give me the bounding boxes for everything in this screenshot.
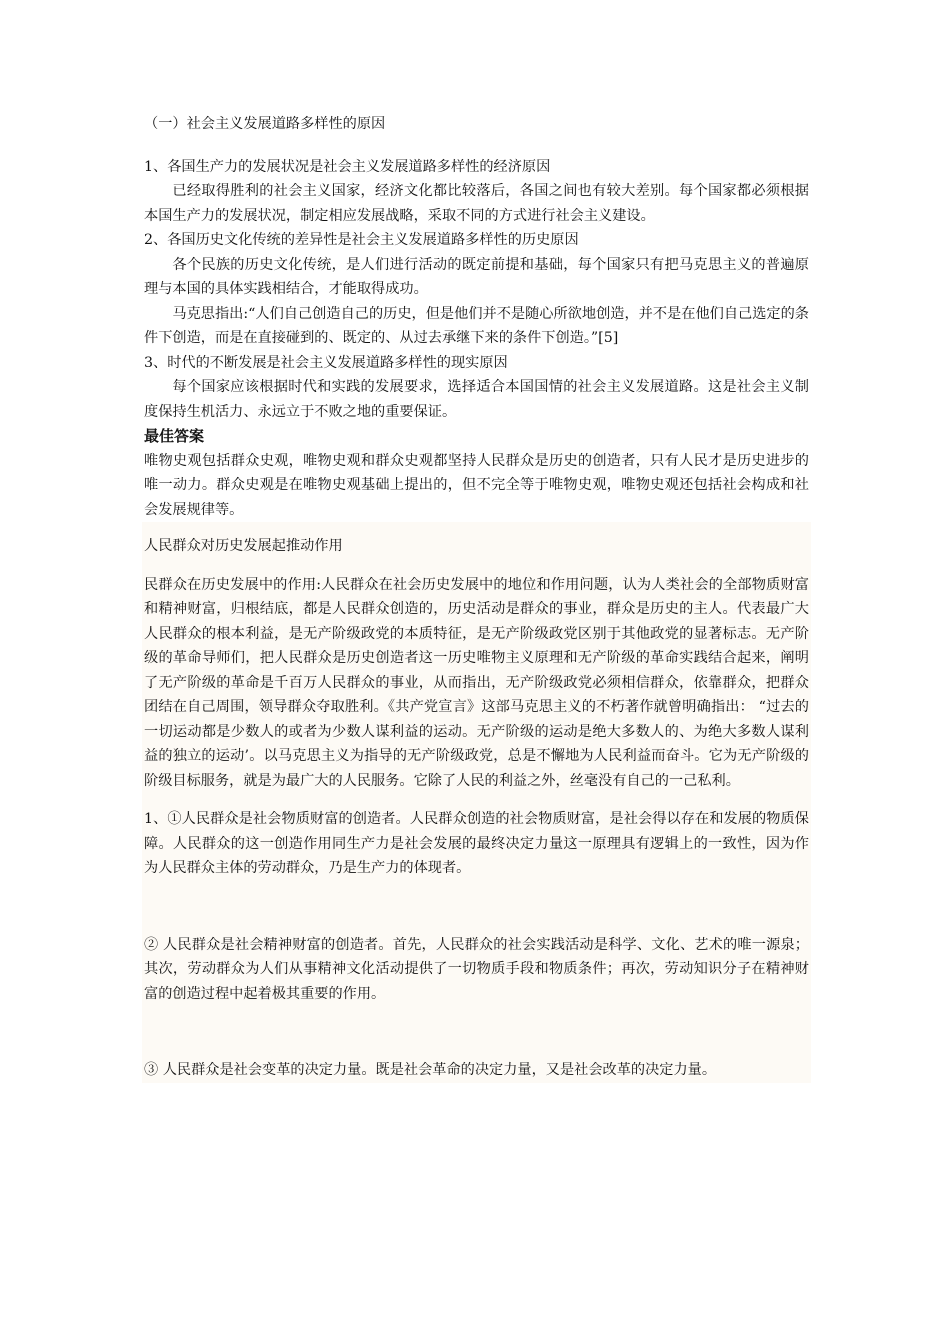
role-paragraph: 民群众在历史发展中的作用:人民群众在社会历史发展中的地位和作用问题，认为人类社会的全部物质财富和精神财富，归根结底，都是人民群众创造的，历史活动是群众的事业，群众是历史的主人。代表最广大人民群众的根本利益，是无产阶级政党的本质特征，是无产阶级政党区别于其他政党的显著标志。无产阶级的革命导师们，把人民群众是历史创造者这一历史唯物主义原理和无产阶级的革命实践结合起来，阐明了无产阶级的革命是千百万人民群众的事业，从而指出，无产阶级政党必须相信群众，依靠群众，把群众团结在自己周围，领导群众夺取胜利。《共产党宣言》这部马克思主义的不朽著作就曾明确指出： “过去的一切运动都是少数人的或者为少数人谋利益的运动。无产阶级的运动是绝大多数人的、为绝大多数人谋利益的独立的运动’。以马克思主义为指导的无产阶级政党，总是不懈地为人民利益而奋斗。它为无产阶级的阶级目标服务，就是为最广大的人民服务。它除了人民的利益之外，丝毫没有自己的一己私利。 bbox=[144, 576, 809, 789]
answer-intro: 唯物史观包括群众史观，唯物史观和群众史观都坚持人民群众是历史的创造者，只有人民才是历史进步的唯一动力。群众史观是在唯物史观基础上提出的，但不完全等于唯物史观，唯物史观还包括社会构成和社会发展规律等。 bbox=[144, 452, 809, 518]
best-answer-title: 最佳答案 bbox=[144, 427, 205, 445]
item2-heading: 2、各国历史文化传统的差异性是社会主义发展道路多样性的历史原因 bbox=[144, 232, 579, 248]
item2-body: 各个民族的历史文化传统，是人们进行活动的既定前提和基础，每个国家只有把马克思主义的普遍原理与本国的具体实践相结合，才能取得成功。 bbox=[144, 256, 809, 297]
item1-heading: 1、各国生产力的发展状况是社会主义发展道路多样性的经济原因 bbox=[144, 158, 551, 175]
item3-heading: 3、时代的不断发展是社会主义发展道路多样性的现实原因 bbox=[144, 354, 508, 371]
item2-quote: 马克思指出:“人们自己创造自己的历史，但是他们并不是随心所欲地创造，并不是在他们自己选定的条件下创造，而是在直接碰到的、既定的、从过去承继下来的条件下创造。”[5] bbox=[144, 305, 809, 346]
item1-body: 已经取得胜利的社会主义国家，经济文化都比较落后，各国之间也有较大差别。每个国家都必须根据本国生产力的发展状况，制定相应发展战略，采取不同的方式进行社会主义建设。 bbox=[144, 183, 809, 224]
answer-block bbox=[142, 522, 811, 1083]
point-3: ③ 人民群众是社会变革的决定力量。既是社会革命的决定力量，又是社会改革的决定力量。 bbox=[144, 1062, 717, 1078]
point-1: 1、①人民群众是社会物质财富的创造者。人民群众创造的社会物质财富，是社会得以存在和发展的物质保障。人民群众的这一创造作用同生产力是社会发展的最终决定力量这一原理具有逻辑上的一致性，因为作为人民群众主体的劳动群众，乃是生产力的体现者。 bbox=[144, 811, 809, 876]
paragraph-gap bbox=[144, 1006, 809, 1058]
paragraph-gap bbox=[144, 881, 809, 933]
item3-body: 每个国家应该根据时代和实践的发展要求，选择适合本国国情的社会主义发展道路。这是社会主义制度保持生机活力、永远立于不败之地的重要保证。 bbox=[144, 379, 809, 420]
answer-subtitle: 人民群众对历史发展起推动作用 bbox=[144, 538, 343, 554]
section-title: （一）社会主义发展道路多样性的原因 bbox=[144, 116, 386, 132]
point-2: ② 人民群众是社会精神财富的创造者。首先，人民群众的社会实践活动是科学、文化、艺术的唯一源泉；其次，劳动群众为人们从事精神文化活动提供了一切物质手段和物质条件；再次，劳动知识分子在精神财富的创造过程中起着极其重要的作用。 bbox=[144, 936, 809, 1002]
document-content bbox=[144, 112, 809, 1083]
